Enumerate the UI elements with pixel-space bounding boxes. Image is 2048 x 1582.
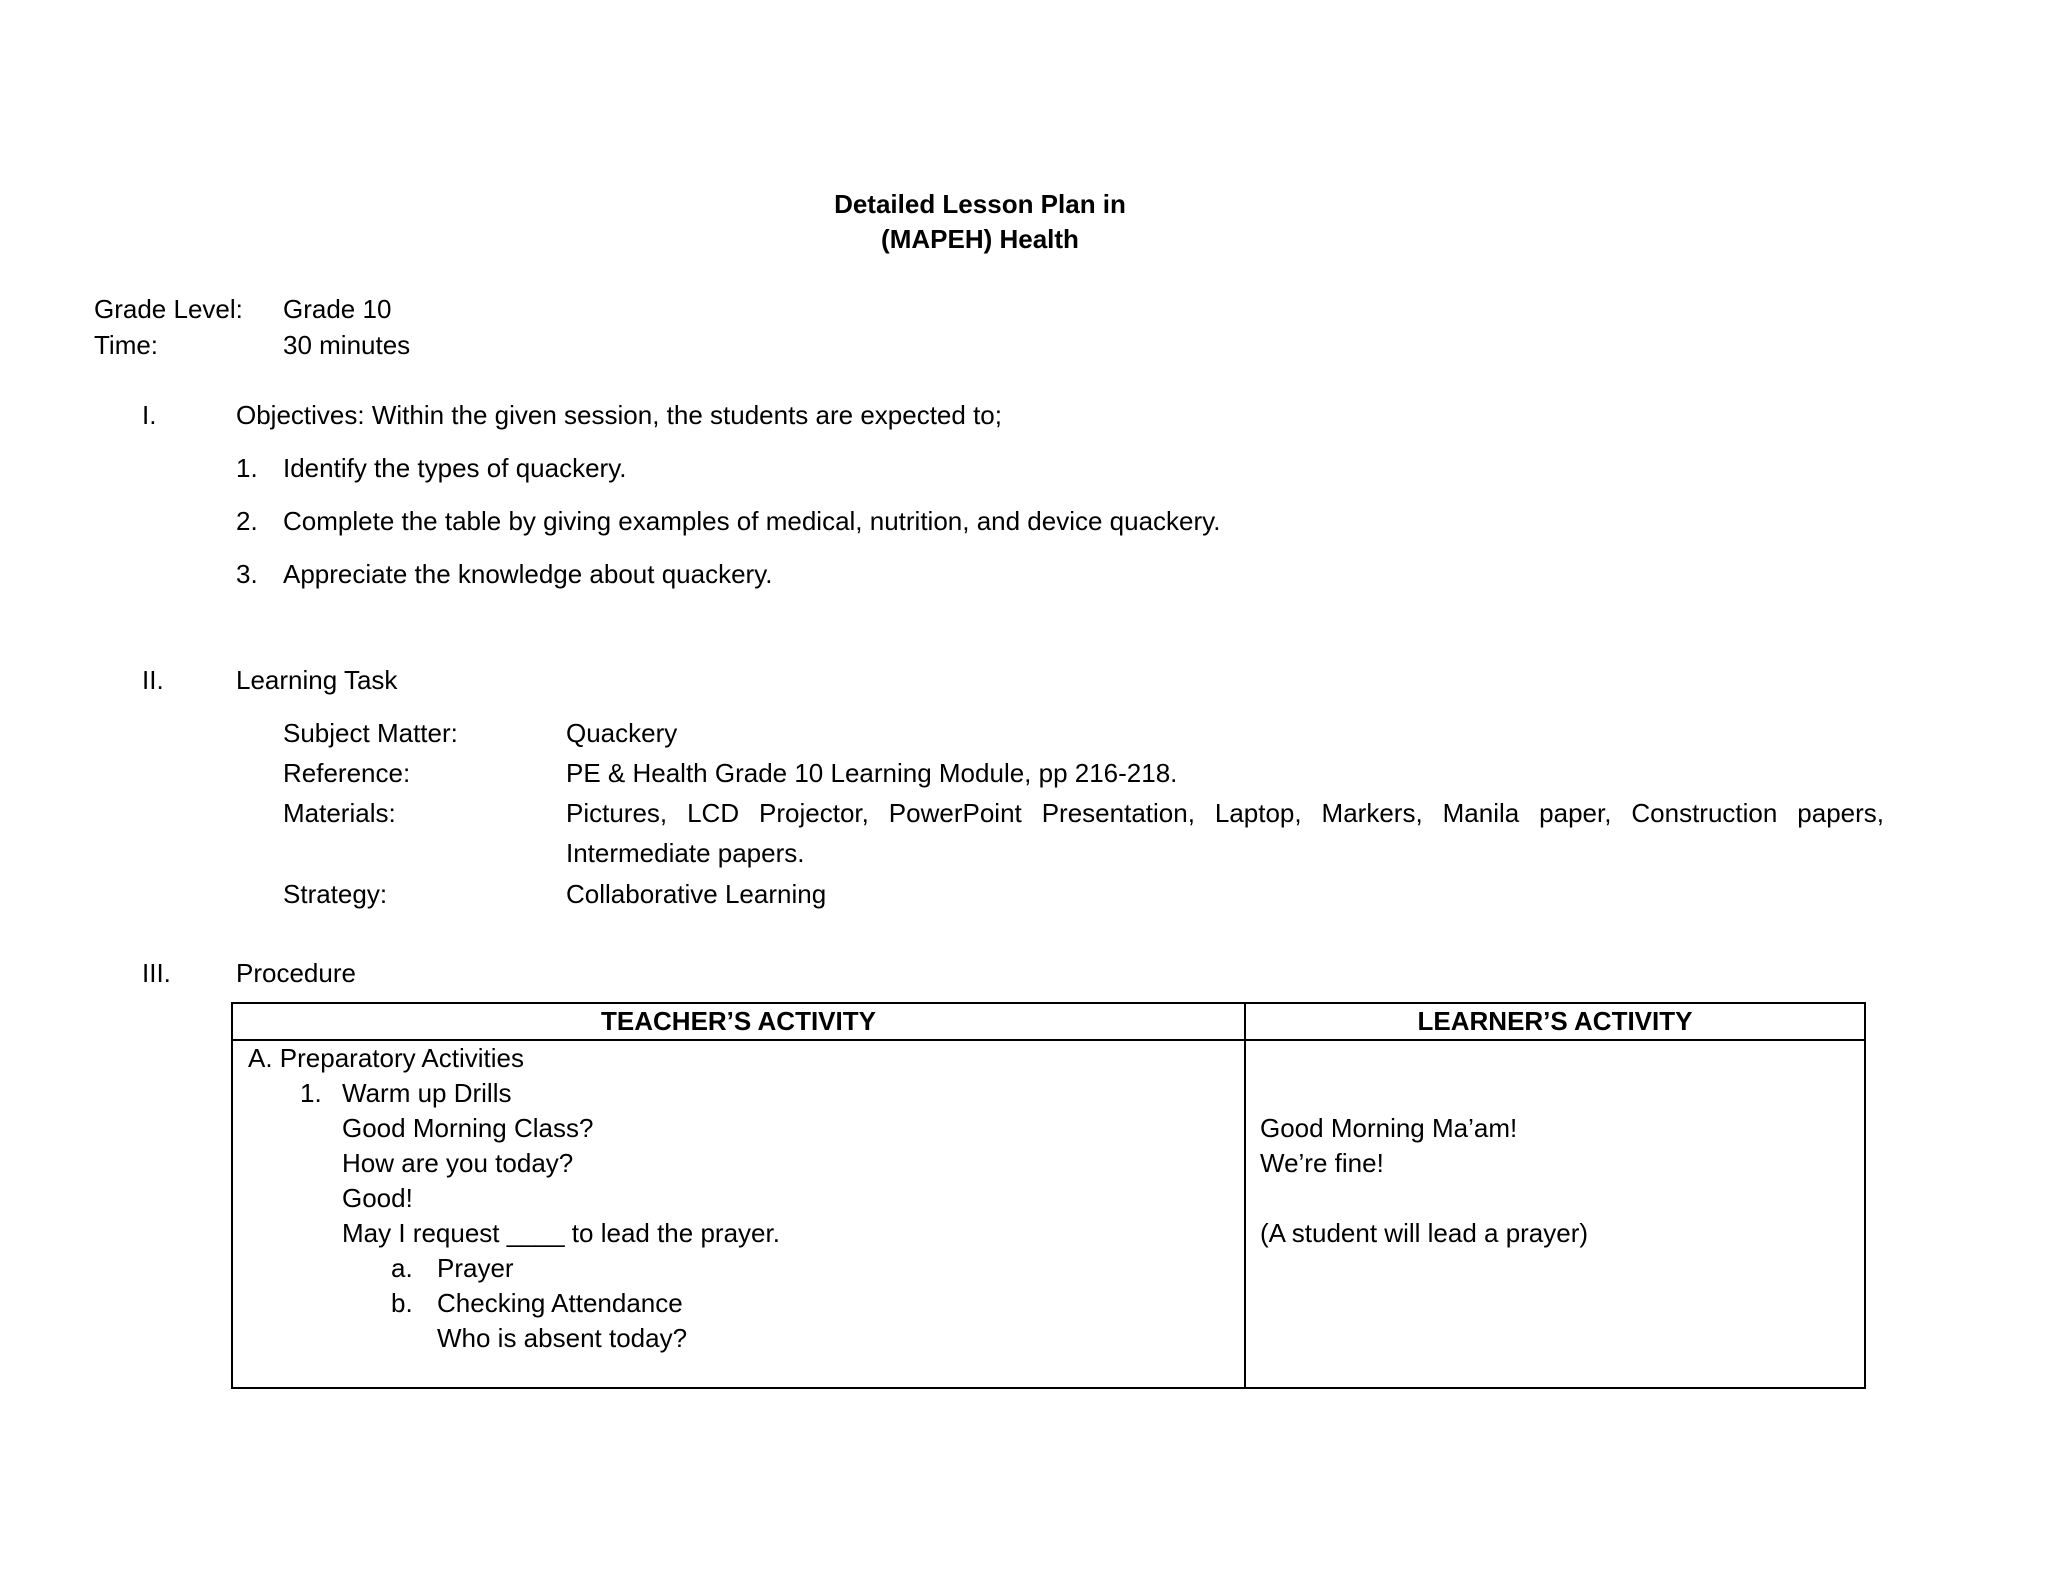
procedure-numeral: III. — [142, 958, 171, 988]
reference-label: Reference: — [283, 758, 411, 788]
grade-level-value: Grade 10 — [283, 294, 392, 324]
learning-task-heading: Learning Task — [236, 665, 398, 695]
table-row — [232, 1040, 1865, 1388]
materials-value-line2: Intermediate papers. — [566, 838, 805, 868]
document-title-line2: (MAPEH) Health — [881, 224, 1079, 254]
learner-greeting-reply: Good Morning Ma’am! — [1260, 1113, 1518, 1143]
procedure-table-header-row — [232, 1003, 1865, 1040]
grade-level-label: Grade Level: — [94, 294, 243, 324]
objective-number: 2. — [236, 506, 258, 536]
materials-label: Materials: — [283, 798, 396, 828]
warmup-number: 1. — [300, 1078, 322, 1108]
time-value: 30 minutes — [283, 330, 411, 360]
procedure-table — [231, 1002, 1866, 1389]
materials-value-line1: Pictures, LCD Projector, PowerPoint Presentation, Laptop, Markers, Manila paper, Construction papers, — [566, 798, 1884, 828]
preparatory-activities-heading: A. Preparatory Activities — [248, 1043, 524, 1073]
objectives-numeral: I. — [142, 400, 157, 430]
learner-prayer-note: (A student will lead a prayer) — [1260, 1218, 1589, 1248]
procedure-heading: Procedure — [236, 958, 356, 988]
teacher-question: How are you today? — [342, 1148, 574, 1178]
sub-item-letter: b. — [391, 1288, 413, 1318]
objectives-heading: Objectives: Within the given session, the students are expected to; — [236, 400, 1002, 430]
learner-activity-header: LEARNER’S ACTIVITY — [1245, 1003, 1865, 1040]
learning-task-numeral: II. — [142, 665, 164, 695]
reference-value: PE & Health Grade 10 Learning Module, pp 216-218. — [566, 758, 1178, 788]
teacher-greeting: Good Morning Class? — [342, 1113, 594, 1143]
learner-fine-reply: We’re fine! — [1260, 1148, 1384, 1178]
strategy-value: Collaborative Learning — [566, 879, 827, 909]
teacher-request: May I request ____ to lead the prayer. — [342, 1218, 780, 1248]
time-label: Time: — [94, 330, 159, 360]
teacher-activity-cell — [232, 1040, 1245, 1388]
objective-number: 3. — [236, 559, 258, 589]
teacher-activity-header: TEACHER’S ACTIVITY — [232, 1003, 1245, 1040]
objective-number: 1. — [236, 453, 258, 483]
subject-matter-value: Quackery — [566, 718, 678, 748]
objective-item: Appreciate the knowledge about quackery. — [283, 559, 773, 589]
objective-item: Identify the types of quackery. — [283, 453, 627, 483]
strategy-label: Strategy: — [283, 879, 388, 909]
prayer-item: Prayer — [437, 1253, 514, 1283]
document-title-line1: Detailed Lesson Plan in — [834, 189, 1126, 219]
teacher-response: Good! — [342, 1183, 413, 1213]
warmup-drills: Warm up Drills — [342, 1078, 512, 1108]
objective-item: Complete the table by giving examples of medical, nutrition, and device quackery. — [283, 506, 1221, 536]
attendance-item: Checking Attendance — [437, 1288, 683, 1318]
subject-matter-label: Subject Matter: — [283, 718, 458, 748]
sub-item-letter: a. — [391, 1253, 413, 1283]
learner-activity-cell — [1245, 1040, 1865, 1388]
absent-question: Who is absent today? — [437, 1323, 688, 1353]
